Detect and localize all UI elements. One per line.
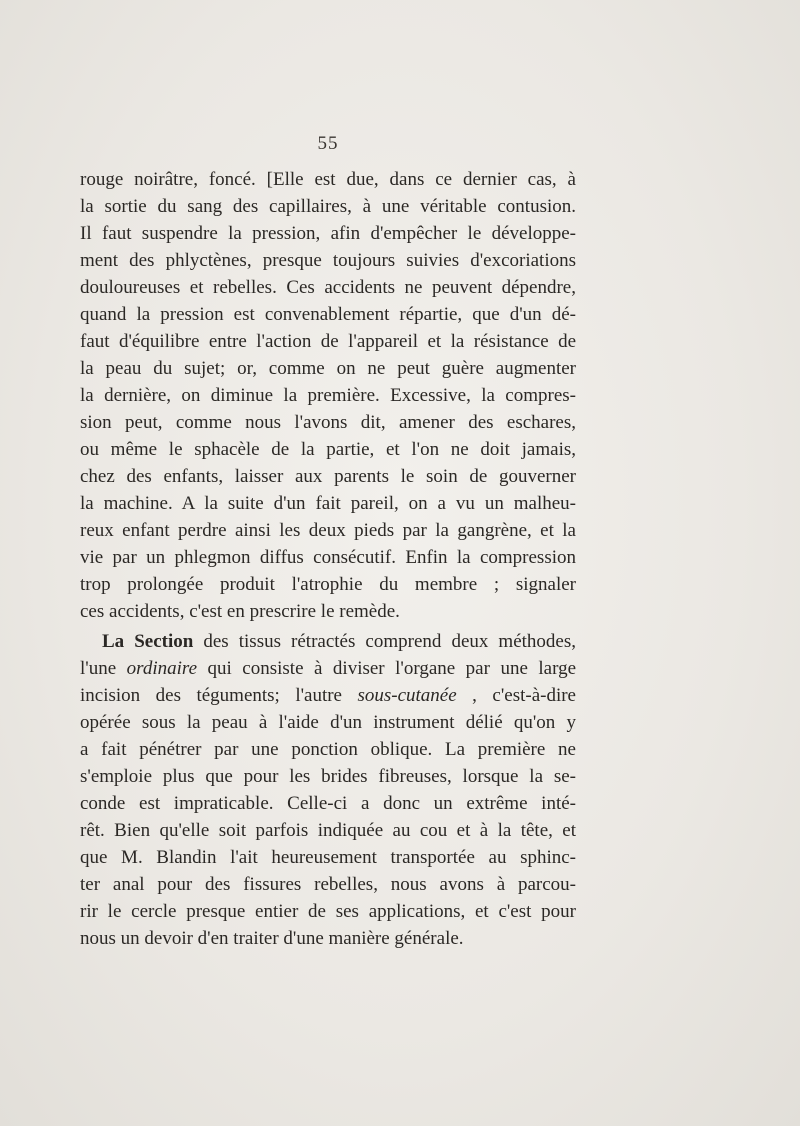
text-line: rêt. Bien qu'elle soit parfois indiquée au cou et à la tête, et xyxy=(80,820,576,841)
text-line xyxy=(80,682,576,709)
text-line: ment des phlyctènes, presque toujours suivies d'excoriations xyxy=(80,250,576,271)
italic-term: sous-cutanée xyxy=(357,685,457,706)
text-line: nous un devoir d'en traiter d'une manière générale. xyxy=(80,928,464,949)
text-line: s'emploie plus que pour les brides fibreuses, lorsque la se- xyxy=(80,766,576,787)
text-line: conde est impraticable. Celle-ci a donc un extrême inté- xyxy=(80,793,576,814)
text-fragment: incision des téguments; l'autre xyxy=(80,685,358,706)
paragraph-2 xyxy=(80,628,576,952)
text-line: rir le cercle presque entier de ses applications, et c'est pour xyxy=(80,901,576,922)
text-line: quand la pression est convenablement répartie, que d'un dé- xyxy=(80,304,576,325)
text-line: ces accidents, c'est en prescrire le remède. xyxy=(80,601,400,622)
text-line: vie par un phlegmon diffus consécutif. Enfin la compression xyxy=(80,547,576,568)
text-line: a fait pénétrer par une ponction oblique. La première ne xyxy=(80,739,576,760)
text-line: la sortie du sang des capillaires, à une véritable contusion. xyxy=(80,196,576,217)
text-line: la peau du sujet; or, comme on ne peut guère augmenter xyxy=(80,358,576,379)
text-fragment: des tissus rétractés comprend deux méthodes, xyxy=(193,631,576,652)
text-line: trop prolongée produit l'atrophie du membre ; signaler xyxy=(80,574,576,595)
text-line: la machine. A la suite d'un fait pareil, on a vu un malheu- xyxy=(80,493,576,514)
text-line: chez des enfants, laisser aux parents le soin de gouverner xyxy=(80,466,576,487)
text-fragment: l'une xyxy=(80,658,127,679)
text-line xyxy=(80,655,576,682)
page-number: 55 xyxy=(317,133,339,154)
text-line: rouge noirâtre, foncé. [Elle est due, dans ce dernier cas, à xyxy=(80,169,576,190)
text-line: ou même le sphacèle de la partie, et l'on ne doit jamais, xyxy=(80,439,576,460)
text-line: opérée sous la peau à l'aide d'un instrument délié qu'on y xyxy=(80,712,576,733)
italic-term: ordinaire xyxy=(126,658,198,679)
text-line: douloureuses et rebelles. Ces accidents ne peuvent dépendre, xyxy=(80,277,576,298)
text-line: reux enfant perdre ainsi les deux pieds par la gangrène, et la xyxy=(80,520,576,541)
text-fragment: qui consiste à diviser l'organe par une large xyxy=(197,658,576,679)
paragraph-1 xyxy=(80,166,576,625)
text-line: faut d'équilibre entre l'action de l'appareil et la résistance de xyxy=(80,331,576,352)
text-line: sion peut, comme nous l'avons dit, amener des eschares, xyxy=(80,412,576,433)
text-line xyxy=(80,628,576,655)
text-line: ter anal pour des fissures rebelles, nous avons à parcou- xyxy=(80,874,576,895)
text-fragment: , c'est-à-dire xyxy=(456,685,576,706)
section-term: La Section xyxy=(102,631,194,652)
text-line: la dernière, on diminue la première. Excessive, la compres- xyxy=(80,385,576,406)
text-line: que M. Blandin l'ait heureusement transportée au sphinc- xyxy=(80,847,576,868)
text-line: Il faut suspendre la pression, afin d'empêcher le développe- xyxy=(80,223,576,244)
